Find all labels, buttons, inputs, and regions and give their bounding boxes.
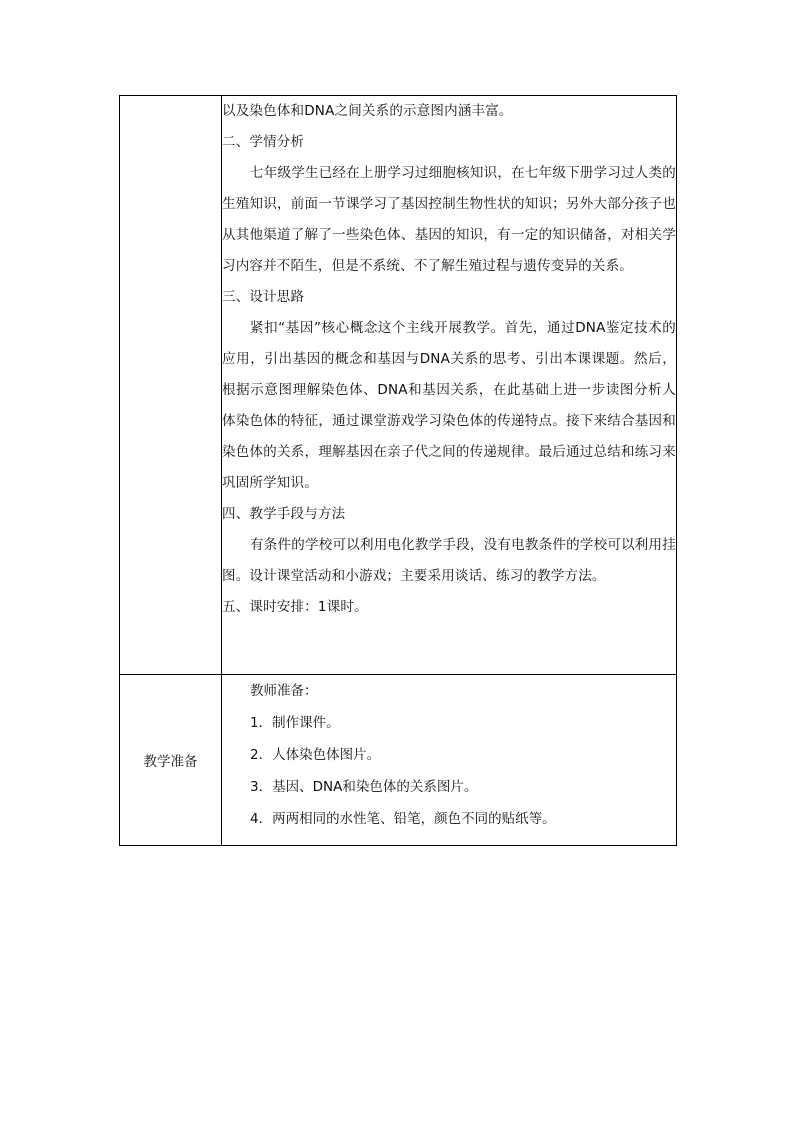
teacher-prep-title: 教师准备： xyxy=(250,683,318,699)
lesson-plan-table xyxy=(119,95,677,846)
preparation-content-cell xyxy=(222,675,677,846)
prep-list-item: 1．制作课件。 xyxy=(250,715,340,731)
intro-continuation-text: 以及染色体和DNA之间关系的示意图内涵丰富。 xyxy=(222,103,513,119)
analysis-content-cell xyxy=(222,96,677,675)
paragraph-student-analysis: 七年级学生已经在上册学习过细胞核知识，在七年级下册学习过人类的生殖知识，前面一节课学习了基因控制生物性状的知识；另外大部分孩子也从其他渠道了解了一些染色体、基因的知识，有一定的知识储备，对相关学习内容并不陌生，但是不系统、不了解生殖过程与遗传变异的关系。 xyxy=(222,165,676,274)
paragraph-design-idea: 紧扣“基因”核心概念这个主线开展教学。首先，通过DNA鉴定技术的应用，引出基因的概念和基因与DNA关系的思考、引出本课课题。然后，根据示意图理解染色体、DNA和基因关系，在此基础上进一步读图分析人体染色体的特征，通过课堂游戏学习染色体的传递特点。接下来结合基因和染色体的关系，理解基因在亲子代之间的传递规律。最后通过总结和练习来巩固所学知识。 xyxy=(222,320,676,491)
heading-teaching-methods: 四、教学手段与方法 xyxy=(222,506,346,522)
preparation-label-cell: 教学准备 xyxy=(120,675,222,846)
table-row-preparation xyxy=(120,675,677,846)
prep-list-item: 4．两两相同的水性笔、铅笔，颜色不同的贴纸等。 xyxy=(250,811,556,827)
heading-class-hours: 五、课时安排：1课时。 xyxy=(222,599,368,615)
prep-list-item: 3．基因、DNA和染色体的关系图片。 xyxy=(250,779,478,795)
heading-student-analysis: 二、学情分析 xyxy=(222,134,305,150)
heading-design-idea: 三、设计思路 xyxy=(222,289,305,305)
prep-list-item: 2．人体染色体图片。 xyxy=(250,747,381,763)
table-row-analysis xyxy=(120,96,677,675)
paragraph-teaching-methods: 有条件的学校可以利用电化教学手段，没有电教条件的学校可以利用挂图。设计课堂活动和小游戏；主要采用谈话、练习的教学方法。 xyxy=(222,537,676,584)
empty-label-cell xyxy=(120,96,222,675)
